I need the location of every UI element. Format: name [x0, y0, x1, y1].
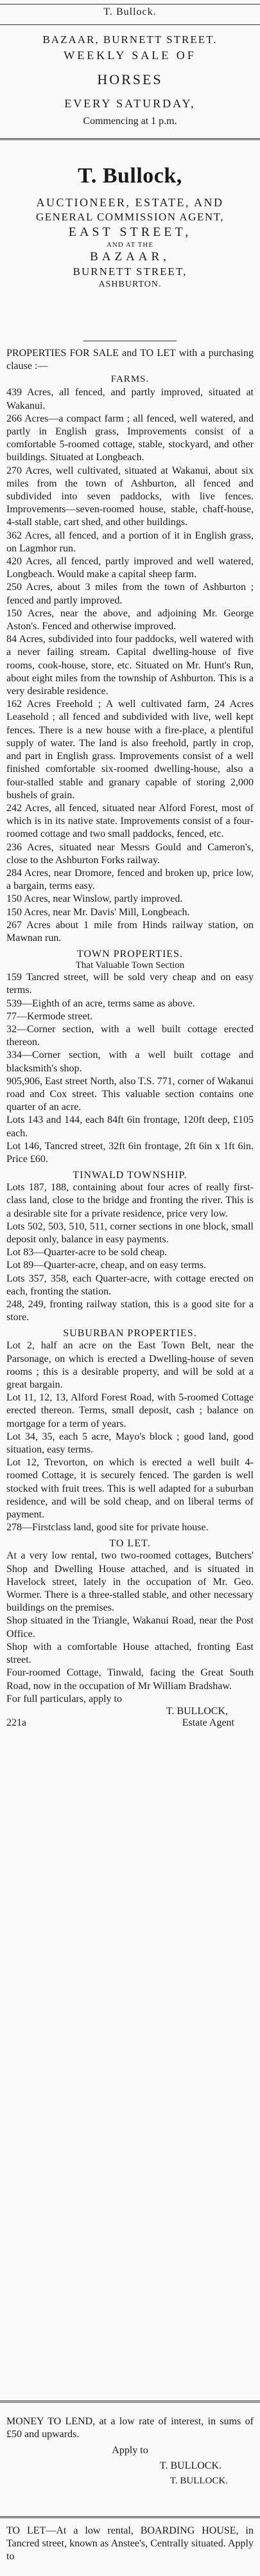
town-item: 32—Corner section, with a well built cottage erected thereon. — [6, 1023, 254, 1048]
tinwald-item: Lots 357, 358, each Quarter-acre, with cottage erected on each, fronting the station. — [6, 1273, 254, 1297]
ad3-signature-2: T. BULLOCK. — [169, 2476, 228, 2487]
ad2-closing: For full particulars, apply to — [6, 1693, 122, 1704]
farms-list — [6, 386, 254, 945]
town-item: 159 Tancred street, will be sold very cheap and on easy terms. — [6, 972, 254, 996]
town-heading: TOWN PROPERTIES. — [77, 949, 183, 960]
ad2-signature-row — [6, 1717, 254, 1729]
tinwald-item: Lot 83—Quarter-acre to be sold cheap. — [6, 1247, 168, 1258]
ad4-text: TO LET—At a low rental, BOARDING HOUSE, in Tancred street, known as Anstee's, Centrally situated. Apply to — [6, 2525, 254, 2563]
town-item: 539—Eighth of an acre, terms same as above. — [6, 997, 195, 1009]
tinwald-item: Lot 89—Quarter-acre, cheap, and on easy terms. — [6, 1260, 207, 1271]
ad4-body — [6, 2525, 254, 2564]
suburban-item: Lot 12, Trevorton, on which is erected a well built 4-roomed Cottage, it is securely fenced. The garden is well stocked with fruit trees. This is well adapted for a suburban residence, and will be sold cheap, and on liberal terms of payment. — [6, 1457, 254, 1521]
town-subheading: That Valuable Town Section — [75, 960, 185, 971]
tolet-list — [6, 1550, 254, 1692]
ad1-line1: BAZAAR, BURNETT STREET. — [42, 33, 218, 46]
ad1-line4: EVERY SATURDAY, — [64, 97, 196, 110]
ad2-sub7: ASHBURTON. — [98, 280, 162, 289]
ad1-line3: HORSES — [97, 71, 163, 87]
farm-item: 242 Acres, all fenced, situated near Alford Forest, most of which is in its native state. Improvements consist of a four-roomed cottage and two small paddocks, fenced, etc. — [6, 802, 254, 840]
farm-item: 162 Acres Freehold ; A well cultivated farm, 24 Acres Leasehold ; all fenced and subdivided with live, well kept fences. There is a new house with a fire-place, a plentiful supply of water. The land is also freehold, partly in crop, and part in English grass. Improvements consist of a well finished comfortable six-roomed dwelling-house, also a four-stalled stable and granary capable of storing 2,000 bushels of grain. — [6, 699, 254, 801]
tinwald-item: Lots 187, 188, containing about four acres of really first-class land, close to the bridge and fronting the river. This is a desirable site for a private residence, price very low. — [6, 1182, 254, 1219]
suburban-item: Lot 34, 35, each 5 acre, Mayo's block ; good land, good situation, easy terms. — [6, 1431, 254, 1456]
ad2-ref: 221a — [6, 1717, 27, 1728]
farm-item: 439 Acres, all fenced, and partly improved, situated at Wakanui. — [6, 387, 254, 411]
tinwald-list — [6, 1181, 254, 1324]
ad2-sub4: AND AT THE — [106, 241, 154, 249]
tinwald-item: 248, 249, fronting railway station, this is a good site for a store. — [6, 1299, 254, 1323]
ad2-sub2: GENERAL COMMISSION AGENT, — [36, 211, 224, 223]
tolet-item: Shop situated in the Triangle, Wakanui Road, near the Post Office. — [6, 1615, 254, 1640]
farm-item: 150 Acres, near Winslow, partly improved. — [6, 893, 183, 905]
suburban-heading: SUBURBAN PROPERTIES. — [63, 1328, 197, 1339]
ad2-signature: T. BULLOCK, — [166, 1705, 228, 1717]
ad1-bottom-rule — [0, 138, 260, 140]
town-list — [6, 971, 254, 1166]
ad3-body — [6, 2415, 254, 2487]
ad1-rule — [0, 24, 260, 25]
ad2-title: T. Bullock, — [78, 164, 182, 188]
ad1-header: T. Bullock. — [103, 6, 157, 17]
farm-item: 267 Acres about 1 mile from Hinds railway station, on Mawnan run. — [6, 919, 254, 944]
ad3-bottom-rule — [0, 2516, 260, 2518]
tolet-item: At a very low rental, two two-roomed cottages, Butchers' Shop and Dwelling House attached, and is situated in Havelock street, lately in the occupation of Mr. Geo. Wormer. There is a three-stalled stable, and other necessary buildings on the premises. — [6, 1550, 254, 1614]
town-item: Lots 143 and 144, each 84ft 6in frontage, 120ft deep, £105 each. — [6, 1114, 254, 1139]
ad2-header — [6, 164, 254, 290]
suburban-list — [6, 1339, 254, 1534]
farm-item: 420 Acres, all fenced, partly improved and well watered, Longbeach. Would make a capital sheep farm. — [6, 556, 254, 580]
farm-item: 84 Acres, subdivided into four paddocks, well watered with a never failing stream. Capital dwelling-house of five rooms, cook-house, store, etc. Situated on Mr. Hunt's Run, about eight miles from the township of Ashburton. This is a very desirable residence. — [6, 634, 254, 697]
farm-item: 266 Acres—a compact farm ; all fenced, well watered, and partly in English grass, Improvements consist of a comfortable 5-roomed cottage, stable, stockyard, and other buildings. Situated at Longbeach. — [6, 413, 254, 463]
town-item: 334—Corner section, with a well built cottage and blacksmith's shop. — [6, 1050, 254, 1074]
ad2-sub3: EAST STREET, — [68, 225, 192, 239]
ad2-bottom-rule — [0, 2401, 260, 2402]
ad2-body — [6, 347, 254, 1729]
farm-item: 236 Acres, situated near Messrs Gould and Cameron's, close to the Ashburton Forks railway. — [6, 841, 254, 866]
farm-item: 362 Acres, all fenced, and a portion of it in English grass, on Lagmhor run. — [6, 530, 254, 554]
farm-item: 150 Acres, near Mr. Davis' Mill, Longbeach. — [6, 906, 190, 918]
farms-heading: FARMS. — [110, 374, 150, 385]
tinwald-item: Lots 502, 503, 510, 511, corner sections in one block, small deposit only, balance in easy payments. — [6, 1221, 254, 1245]
farm-item: 250 Acres, about 3 miles from the town of Ashburton ; fenced and partly improved. — [6, 582, 254, 606]
suburban-item: Lot 2, half an acre on the East Town Belt, near the Parsonage, on which is erected a Dwelling-house of seven rooms ; this is a desirable property, and will be sold at a great bargain. — [6, 1340, 254, 1391]
ad2-sub6: BURNETT STREET, — [73, 265, 187, 278]
farm-item: 284 Acres, near Dromore, fenced and broken up, price low, a bargain, terms easy. — [6, 867, 254, 892]
suburban-item: Lot 11, 12, 13, Alford Forest Road, with 5-roomed Cottage erected thereon. Terms, small deposit, cash ; balance on mortgage for a term of years. — [6, 1392, 254, 1429]
town-item: Lot 146, Tancred street, 32ft 6in frontage, 2ft 6in x 1ft 6in. Price £60. — [6, 1140, 254, 1165]
ad2-sub5: BAZAAR, — [90, 250, 170, 264]
town-item: 905,906, East street North, also T.S. 771, corner of Wakanui road and Cox street. This valuable section contains one quarter of an acre. — [6, 1075, 254, 1113]
tolet-item: Four-roomed Cottage, Tinwald, facing the Great South Road, now in the occupation of Mr William Bradshaw. — [6, 1667, 254, 1692]
ad2-intro: PROPERTIES FOR SALE and TO LET with a purchasing clause :— — [6, 348, 254, 372]
ad1-line2: WEEKLY SALE OF — [64, 49, 196, 62]
ad1-line5: Commencing at 1 p.m. — [83, 116, 177, 127]
town-item: 77—Kermode street. — [6, 1010, 93, 1022]
farm-item: 150 Acres, near the above, and adjoining Mr. George Aston's. Fenced and otherwise improved. — [6, 607, 254, 632]
ad1-body — [6, 33, 254, 127]
farm-item: 270 Acres, well cultivated, situated at Wakanui, about six miles from the town of Ashburton, all fenced and subdivided into seven paddocks, with live fences. Improvements—seven-roomed house, stable, chaff-house, 4-stall stable, cart shed, and other buildings. — [6, 465, 254, 528]
tolet-heading: TO LET. — [109, 1538, 151, 1550]
ad3-apply: Apply to — [112, 2445, 148, 2456]
tolet-item: Shop with a comfortable House attached, fronting East street. — [6, 1641, 254, 1666]
ad2-sub1: AUCTIONEER, ESTATE, AND — [36, 196, 224, 209]
tinwald-heading: TINWALD TOWNSHIP. — [73, 1170, 187, 1181]
suburban-item: 278—Firstclass land, good site for private house. — [6, 1522, 209, 1534]
ad2-title-estate-agent: Estate Agent — [182, 1717, 234, 1728]
ad3-signature: T. BULLOCK. — [159, 2460, 221, 2472]
ad3-text: MONEY TO LEND, at a low rate of interest, in sums of £50 and upwards. — [6, 2416, 254, 2440]
